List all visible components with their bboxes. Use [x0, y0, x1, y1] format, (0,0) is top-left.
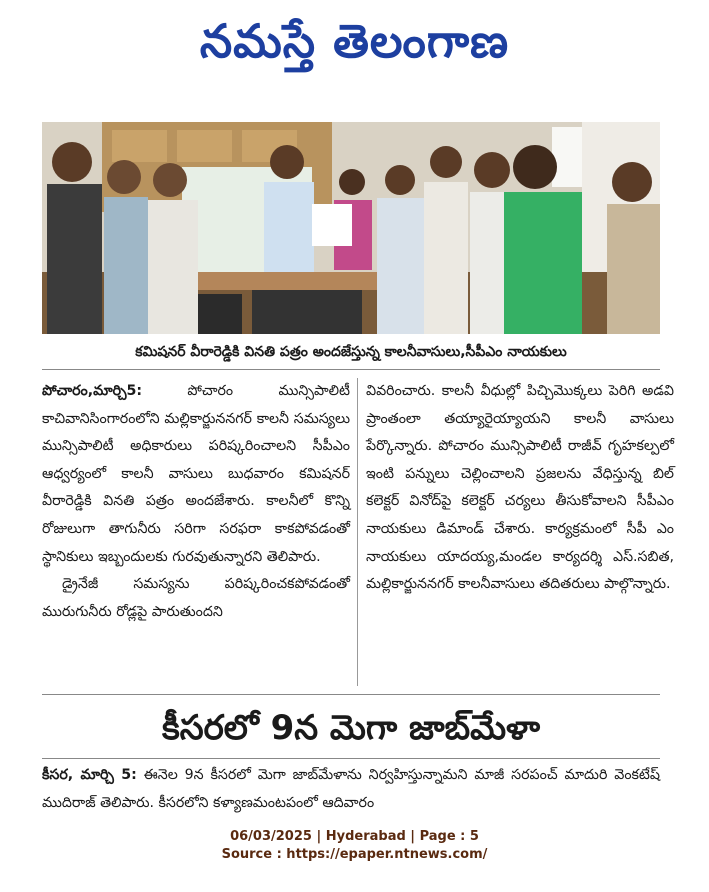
photo-illustration — [42, 122, 660, 334]
headline-divider — [42, 758, 660, 759]
footer-source: Source : https://epaper.ntnews.com/ — [221, 847, 488, 862]
article-headline: కీసరలో 9న మెగా జాబ్‌మేళా — [161, 708, 541, 748]
article-body — [42, 762, 660, 817]
photo-caption: కమిషనర్ వీరారెడ్డికి వినతి పత్రం అందజేస్తున్న కాలనీవాసులు,సీపీఎం నాయకులు — [42, 335, 660, 370]
article-paragraph: డ్రైనేజీ సమస్యను పరిష్కరించకపోవడంతో మురుగునీరు రోడ్లపై పారుతుందని — [42, 576, 350, 620]
article-text: పోచారం మున్సిపాలిటీ కాచివానిసింగారంలోని మల్లికార్జుననగర్ కాలనీ సమస్యలు మున్సిపాలిటీ అధికారులు పరిష్కరించాలని సీపీఎం ఆధ్వర్యంలో కాలనీ వాసులు బుధవారం కమిషనర్ వీరారెడ్డికి వినతి పత్రం అందజేశారు. కాలనీలో కొన్ని రోజులుగా తాగునీరు సరిగా సరఫరా కాకపోవడంతో స్థానికులు ఇబ్బందులకు గురవుతున్నారని తెలిపారు. — [42, 383, 350, 565]
article-dateline: పోచారం,మార్చి5: — [42, 383, 143, 399]
article-dateline: కీసర, మార్చి 5: — [42, 767, 137, 783]
article-paragraph: వివరించారు. కాలనీ వీధుల్లో పిచ్చిమొక్కలు పెరిగి అడవి ప్రాంతంలా తయ్యారైయ్యాయని కాలనీ వాసులు పేర్కొన్నారు. పోచారం మున్సిపాలిటీ రాజీవ్ గృహకల్పలో ఇంటి పన్నులు చెల్లించాలని ప్రజలను వేధిస్తున్న బిల్ కలెక్టర్ వినోద్‌పై కలెక్టర్ చర్యలు తీసుకోవాలని సీపీఎం నాయకులు డిమాండ్ చేశారు. కార్యక్రమంలో సీపీ ఎం నాయకులు యాదయ్య,మండల కార్యదర్శి ఎస్.సబిత, మల్లికార్జుననగర్ కాలనీవాసులు తదితరులు పాల్గొన్నారు. — [366, 383, 674, 593]
news-photo — [42, 122, 660, 334]
page-footer — [0, 828, 709, 864]
article-column-right — [366, 378, 674, 599]
section-divider — [42, 694, 660, 695]
article-paragraph — [42, 378, 350, 571]
article-text: ఈనెల 9న కీసరలో మెగా జాబ్‌మేళాను నిర్వహిస్తున్నామని మాజీ సరపంచ్ మాదురి వెంకటేష్ ముదిరాజ్ తెలిపారు. కీసరలోని కళ్యాణమంటపంలో ఆదివారం — [42, 767, 660, 811]
article-paragraph — [42, 762, 660, 817]
article-column-left — [42, 378, 350, 626]
column-divider — [357, 378, 358, 686]
footer-edition-info: 06/03/2025 | Hyderabad | Page : 5 — [230, 829, 479, 844]
newspaper-masthead: నమస్తే తెలంగాణ — [199, 14, 510, 68]
